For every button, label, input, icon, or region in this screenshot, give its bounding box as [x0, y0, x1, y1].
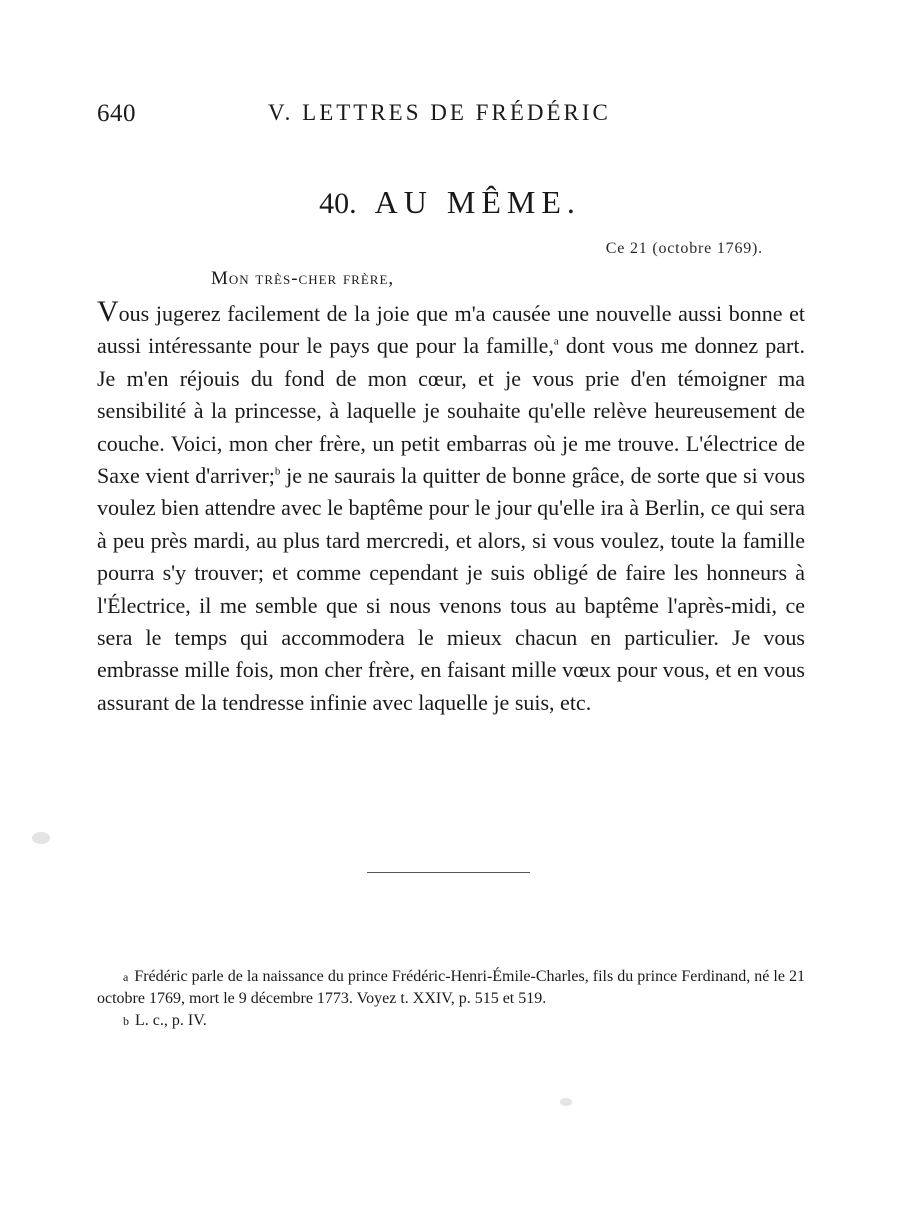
footnote-ref-b[interactable]: b	[274, 465, 281, 478]
letter-title-text: AU MÊME.	[374, 184, 581, 220]
footnote-ref-a[interactable]: a	[553, 336, 559, 349]
body-text-part-3: je ne saurais la quitter de bonne grâce, de sorte que si vous voulez bien attendre avec le baptême pour le jour qu'elle ira à Berlin, ce qui sera à peu près mardi, au plus tard mercredi, et alors, si vous voulez, toute la famille pourra s'y trouver; et comme cependant je suis obligé de faire les honneurs à l'Électrice, il me semble que si nous venons tous au baptême l'après-midi, ce sera le temps qui accommodera le mieux chacun en particulier. Je vous embrasse mille fois, mon cher frère, en faisant mille vœux pour vous, et en vous assurant de la tendresse infinie avec laquelle je suis, etc.	[97, 463, 806, 715]
paper-speck	[560, 1098, 572, 1106]
letter-body	[97, 295, 806, 719]
footnotes	[97, 966, 805, 1032]
footnote-text: L. c., p. IV.	[135, 1012, 207, 1029]
body-text-part-2: dont vous me donnez part. Je m'en réjouis du fond de mon cœur, et je vous prie d'en témoigner ma sensibilité à la princesse, à laquelle je souhaite qu'elle relève heureusement de couche. Voici, mon cher frère, un petit embarras où je me trouve. L'électrice de Saxe vient d'arriver;	[97, 333, 805, 489]
footnote-separator	[367, 872, 530, 873]
body-text-part-1: ous jugerez facilement de la joie que m'a causée une nouvelle aussi bonne et aussi intéressante pour le pays que pour la famille,	[97, 301, 805, 359]
letter-number: 40.	[319, 187, 357, 220]
footnote-a	[97, 966, 805, 1010]
footnote-text: Frédéric parle de la naissance du prince Frédéric-Henri-Émile-Charles, fils du prince Ferdinand, né le 21 octobre 1769, mort le 9 décembre 1773. Voyez t. XXIV, p. 515 et 519.	[97, 968, 805, 1007]
running-head: V. LETTRES DE FRÉDÉRIC	[268, 100, 611, 125]
salutation: Mon très-cher frère,	[211, 268, 395, 289]
footnote-marker: b	[123, 1014, 129, 1028]
drop-cap: V	[97, 295, 119, 328]
dateline: Ce 21 (octobre 1769).	[605, 240, 763, 257]
footnote-b	[97, 1010, 805, 1032]
letter-title	[0, 184, 900, 221]
page-number: 640	[97, 100, 136, 127]
paper-speck	[32, 832, 50, 844]
footnote-marker: a	[123, 970, 129, 984]
